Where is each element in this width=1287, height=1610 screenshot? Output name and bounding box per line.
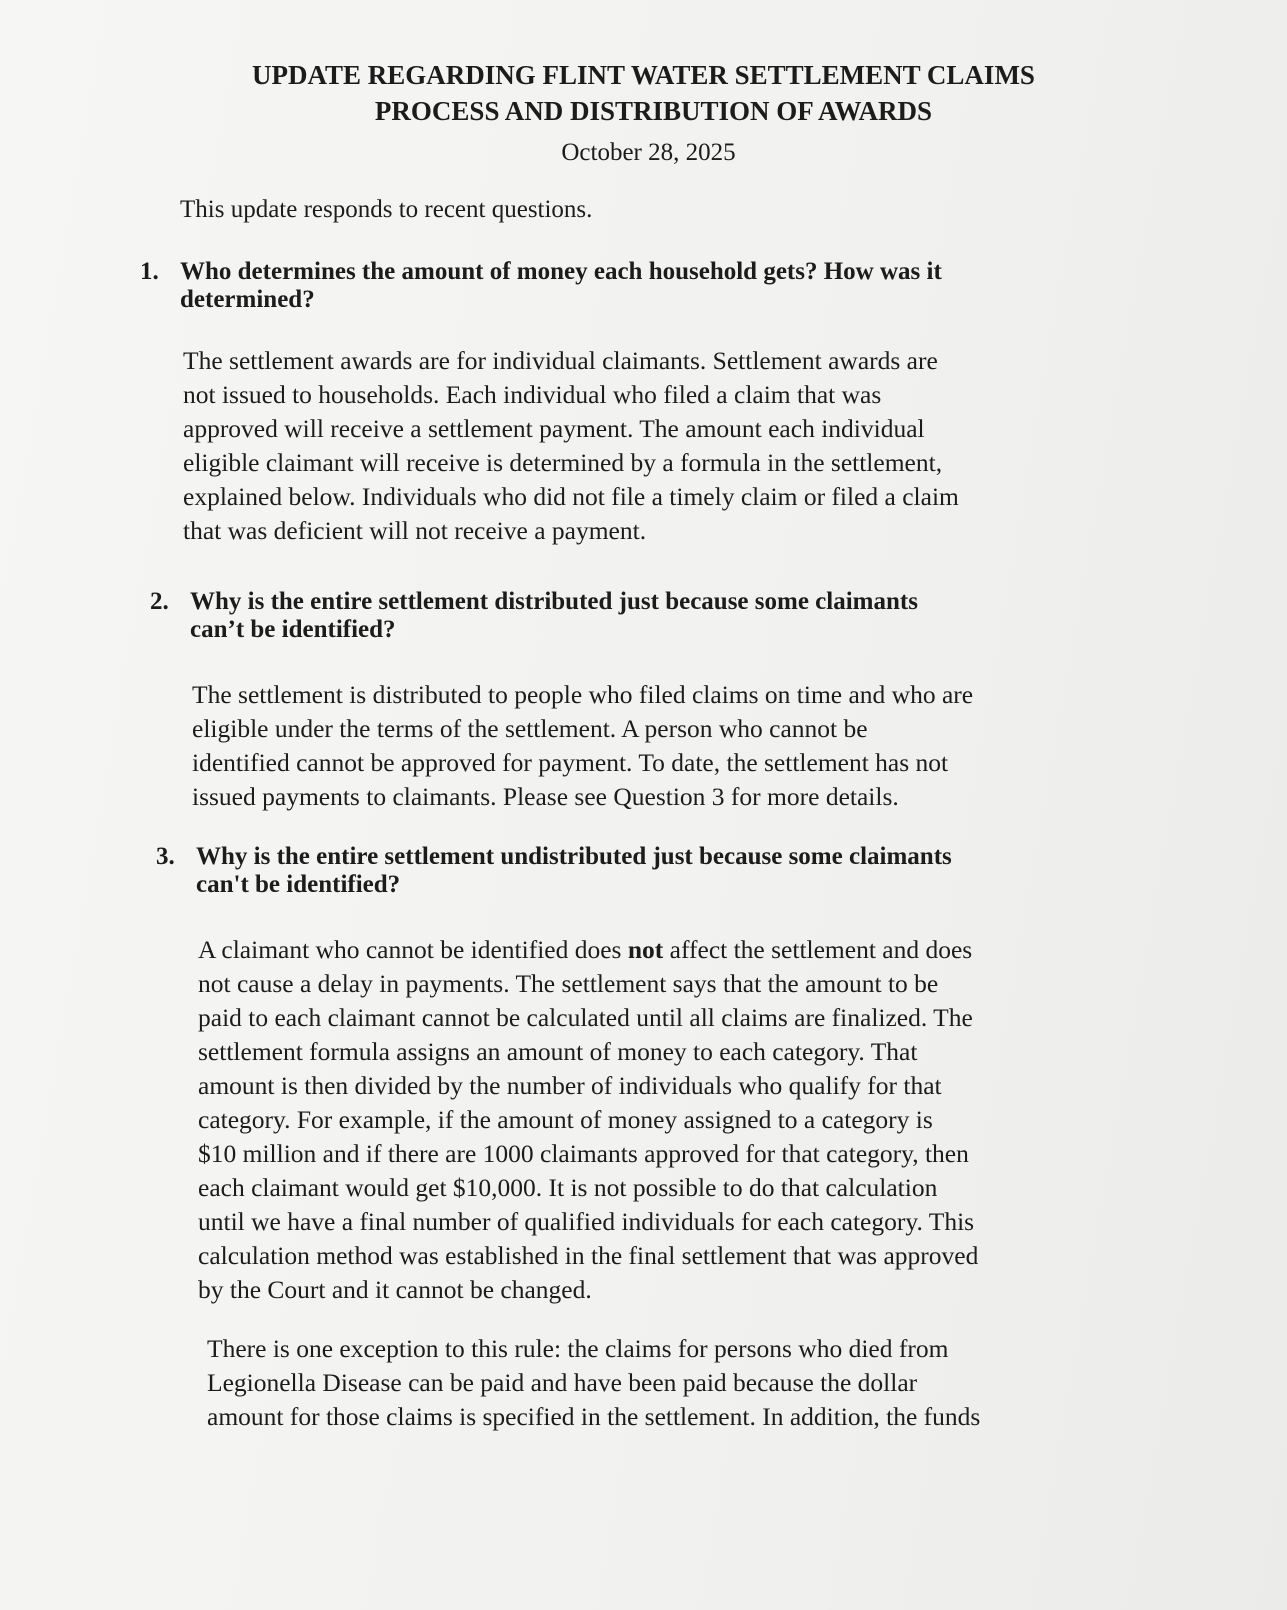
answer-line: amount is then divided by the number of individuals who qualify for that	[198, 1071, 942, 1100]
question-number: 2.	[150, 588, 169, 615]
answer-1	[183, 344, 959, 548]
answer-line: The settlement awards are for individual claimants. Settlement awards are	[183, 346, 938, 375]
answer-line: Legionella Disease can be paid and have been paid because the dollar	[207, 1368, 918, 1397]
answer-line: each claimant would get $10,000. It is not possible to do that calculation	[198, 1173, 938, 1202]
question-1	[140, 258, 942, 314]
question-line: determined?	[180, 286, 315, 313]
answer-line: There is one exception to this rule: the claims for persons who died from	[207, 1334, 949, 1363]
answer-line: explained below. Individuals who did not file a timely claim or filed a claim	[183, 482, 959, 511]
answer-line: The settlement is distributed to people who filed claims on time and who are	[192, 680, 974, 709]
answer-line: issued payments to claimants. Please see Question 3 for more details.	[192, 782, 899, 811]
answer-line: that was deficient will not receive a payment.	[183, 516, 647, 545]
text-segment: affect the settlement and does	[663, 935, 973, 964]
emphasis-text: not	[627, 935, 664, 964]
answer-line: amount for those claims is specified in the settlement. In addition, the funds	[207, 1402, 981, 1431]
answer-line: by the Court and it cannot be changed.	[198, 1275, 592, 1304]
question-2	[150, 588, 918, 644]
document-date: October 28, 2025	[561, 139, 736, 166]
intro-text: This update responds to recent questions.	[180, 196, 593, 223]
question-line: Why is the entire settlement distributed just because some claimants	[190, 588, 918, 615]
question-3	[156, 843, 952, 899]
question-number: 1.	[140, 258, 159, 285]
answer-line	[198, 933, 978, 967]
answer-line: settlement formula assigns an amount of money to each category. That	[198, 1037, 918, 1066]
question-number: 3.	[156, 843, 175, 870]
title-line-1: UPDATE REGARDING FLINT WATER SETTLEMENT CLAIMS	[252, 60, 1035, 90]
answer-line: not cause a delay in payments. The settlement says that the amount to be	[198, 969, 939, 998]
answer-line: calculation method was established in the final settlement that was approved	[198, 1241, 979, 1270]
answer-2	[192, 678, 973, 814]
question-line: can't be identified?	[196, 871, 401, 898]
answer-line: paid to each claimant cannot be calculated until all claims are finalized. The	[198, 1003, 973, 1032]
answer-line: eligible claimant will receive is determined by a formula in the settlement,	[183, 448, 943, 477]
answer-3	[198, 933, 978, 1307]
answer-line: eligible under the terms of the settlement. A person who cannot be	[192, 714, 868, 743]
answer-3-exception	[207, 1332, 980, 1434]
answer-line: category. For example, if the amount of money assigned to a category is	[198, 1105, 933, 1134]
text-segment: A claimant who cannot be identified does	[198, 935, 628, 964]
answer-line: approved will receive a settlement payment. The amount each individual	[183, 414, 925, 443]
title-line-2: PROCESS AND DISTRIBUTION OF AWARDS	[374, 96, 933, 126]
question-line: Who determines the amount of money each household gets? How was it	[180, 258, 942, 285]
question-line: can’t be identified?	[190, 616, 396, 643]
answer-line: not issued to households. Each individual who filed a claim that was	[183, 380, 882, 409]
question-line: Why is the entire settlement undistributed just because some claimants	[196, 843, 952, 870]
answer-line: until we have a final number of qualified individuals for each category. This	[198, 1207, 975, 1236]
answer-line: identified cannot be approved for payment. To date, the settlement has not	[192, 748, 949, 777]
answer-line: $10 million and if there are 1000 claimants approved for that category, then	[198, 1139, 969, 1168]
